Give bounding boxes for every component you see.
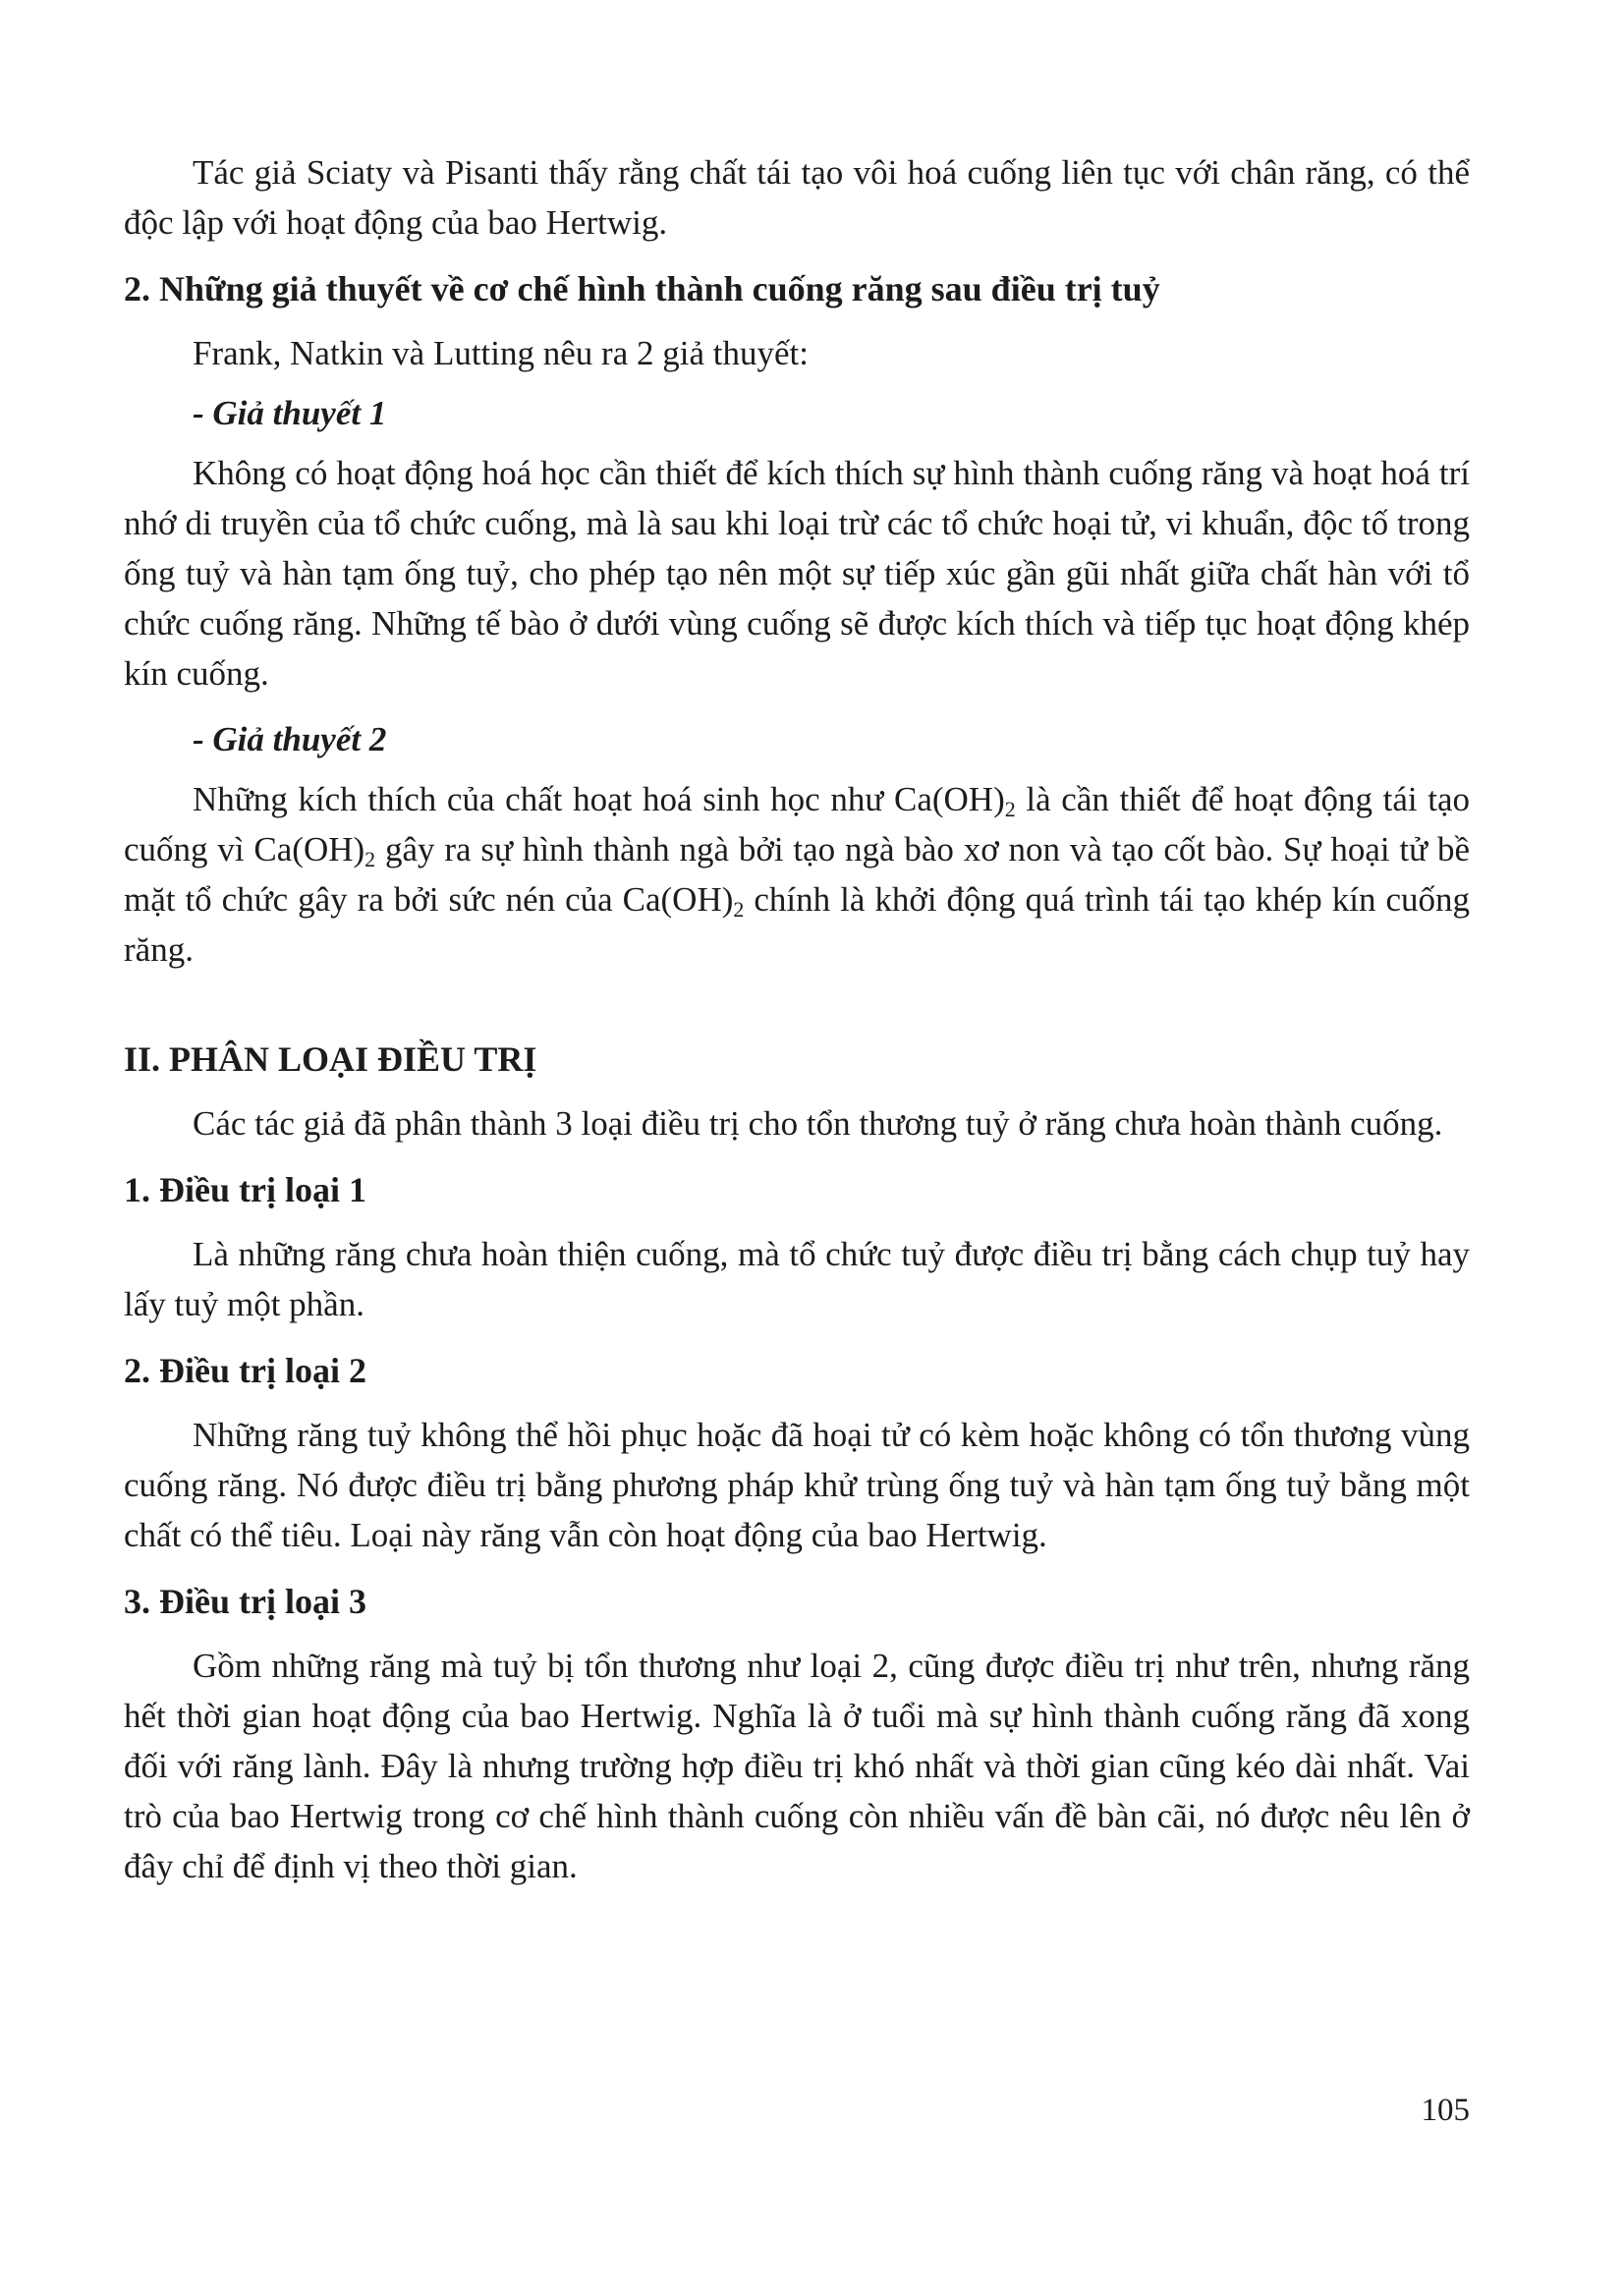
classification-intro: Các tác giả đã phân thành 3 loại điều trị cho tổn thương tuỷ ở răng chưa hoàn thành cuống. bbox=[193, 1104, 1443, 1143]
type-1-text: Là những răng chưa hoàn thiện cuống, mà tổ chức tuỷ được điều trị bằng cách chụp tuỷ hay lấy tuỷ một phần. bbox=[124, 1235, 1470, 1323]
intro-paragraph: Tác giả Sciaty và Pisanti thấy rằng chất tái tạo vôi hoá cuống liên tục với chân răng, có thể độc lập với hoạt động của bao Hertwig. bbox=[124, 153, 1470, 242]
subscript-2: 2 bbox=[364, 847, 376, 871]
hypotheses-intro: Frank, Natkin và Lutting nêu ra 2 giả thuyết: bbox=[193, 334, 809, 372]
hypothesis-2-part-a: Những kích thích của chất hoạt hoá sinh học như Ca(OH) bbox=[193, 780, 1005, 818]
hypothesis-1-title: - Giả thuyết 1 bbox=[193, 394, 387, 432]
document-body bbox=[124, 147, 1470, 1907]
page-number: 105 bbox=[1421, 2093, 1470, 2128]
type-1-heading: 1. Điều trị loại 1 bbox=[124, 1170, 366, 1209]
subscript-2: 2 bbox=[733, 897, 745, 922]
section-heading-mechanism: 2. Những giả thuyết về cơ chế hình thành cuống răng sau điều trị tuỷ bbox=[124, 269, 1160, 308]
hypothesis-2-part-b: là cần thiết để hoạt động tái tạo cuống vì Ca(OH) bbox=[124, 780, 1470, 868]
hypothesis-2-title: - Giả thuyết 2 bbox=[193, 720, 387, 758]
hypothesis-2-part-c: gây ra sự hình thành ngà bởi tạo ngà bào xơ non và tạo cốt bào. Sự hoại tử bề mặt tổ chức gây ra bởi sức nén của Ca(OH) bbox=[124, 830, 1470, 919]
hypothesis-1-text: Không có hoạt động hoá học cần thiết để kích thích sự hình thành cuống răng và hoạt hoá trí nhớ di truyền của tổ chức cuống, mà là sau khi loại trừ các tổ chức hoại tử, vi khuẩn, độc tố trong ống tuỷ và hàn tạm ống tuỷ, cho phép tạo nên một sự tiếp xúc gần gũi nhất giữa chất hàn với tổ chức cuống răng. Những tế bào ở dưới vùng cuống sẽ được kích thích và tiếp tục hoạt động khép kín cuống. bbox=[124, 454, 1470, 693]
hypothesis-2-text bbox=[124, 774, 1470, 975]
type-2-heading: 2. Điều trị loại 2 bbox=[124, 1351, 366, 1390]
hypothesis-2-part-d: chính là khởi động quá trình tái tạo khép kín cuống răng. bbox=[124, 880, 1470, 969]
type-2-text: Những răng tuỷ không thể hồi phục hoặc đã hoại tử có kèm hoặc không có tổn thương vùng cuống răng. Nó được điều trị bằng phương pháp khử trùng ống tuỷ và hàn tạm ống tuỷ bằng một chất có thể tiêu. Loại này răng vẫn còn hoạt động của bao Hertwig. bbox=[124, 1416, 1470, 1554]
type-3-text: Gồm những răng mà tuỷ bị tổn thương như loại 2, cũng được điều trị như trên, nhưng răng hết thời gian hoạt động của bao Hertwig. Nghĩa là ở tuổi mà sự hình thành cuống răng đã xong đối với răng lành. Đây là nhưng trường hợp điều trị khó nhất và thời gian cũng kéo dài nhất. Vai trò của bao Hertwig trong cơ chế hình thành cuống còn nhiều vấn đề bàn cãi, nó được nêu lên ở đây chỉ để định vị theo thời gian. bbox=[124, 1647, 1470, 1885]
subscript-2: 2 bbox=[1004, 797, 1016, 821]
part-heading-classification: II. PHÂN LOẠI ĐIỀU TRỊ bbox=[124, 1039, 537, 1079]
type-3-heading: 3. Điều trị loại 3 bbox=[124, 1582, 366, 1621]
